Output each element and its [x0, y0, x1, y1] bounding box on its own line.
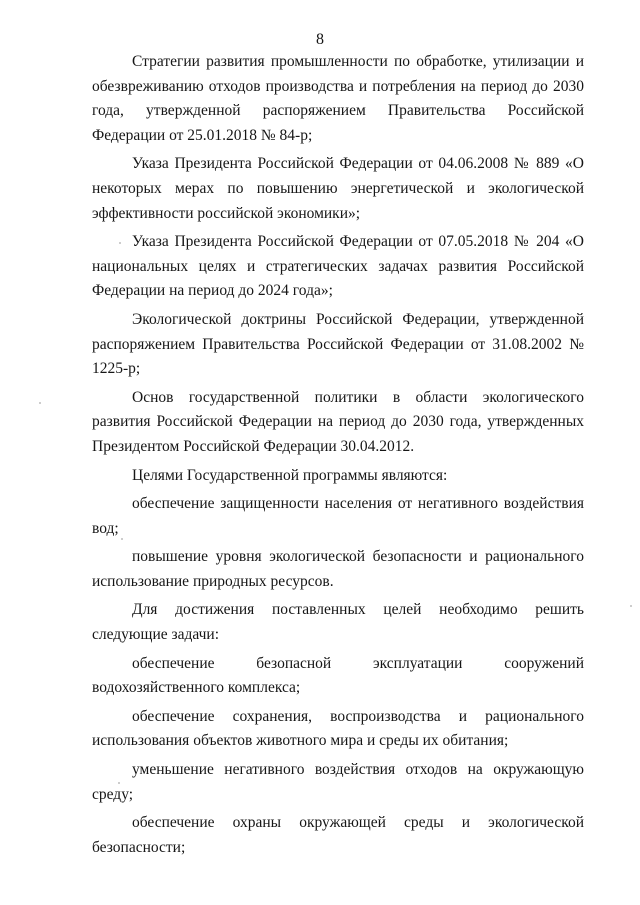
- paragraph-task-waste-impact: уменьшение негативного воздействия отходов на окружающую среду;: [92, 761, 584, 803]
- paragraph-strategy-waste: Стратегии развития промышленности по обработке, утилизации и обезвреживанию отходов производства и потребления на период до 2030 года, утвержденной распоряжением Правительства Российской Федерации от 25.01.2018 № 84-р;: [92, 53, 584, 144]
- page-number: 8: [316, 31, 324, 48]
- scan-speck: [121, 538, 123, 540]
- paragraph-ecological-doctrine: Экологической доктрины Российской Федерации, утвержденной распоряжением Правительства Российской Федерации от 31.08.2002 № 1225-р;: [92, 310, 584, 378]
- scan-speck: [118, 782, 120, 784]
- scan-speck: [119, 242, 121, 244]
- paragraph-task-water-facilities: обеспечение безопасной эксплуатации сооружений водохозяйственного комплекса;: [92, 654, 584, 697]
- paragraph-policy-basics: Основ государственной политики в области экологического развития Российской Федерации на период до 2030 года, утвержденных Президентом Российской Федерации 30.04.2012.: [92, 388, 584, 455]
- paragraph-tasks-heading: Для достижения поставленных целей необходимо решить следующие задачи:: [92, 601, 584, 644]
- paragraph-task-wildlife: обеспечение сохранения, воспроизводства и рационального использования объектов животного мира и среды их обитания;: [92, 707, 584, 750]
- paragraph-decree-889: Указа Президента Российской Федерации от 04.06.2008 № 889 «О некоторых мерах по повышению энергетической и экологической эффективности российской экономики»;: [92, 155, 584, 222]
- scan-speck: [39, 402, 41, 404]
- scan-speck: [630, 605, 632, 607]
- document-body: [92, 50, 584, 860]
- paragraph-goal-water-protection: обеспечение защищенности населения от негативного воздействия вод;: [92, 495, 584, 537]
- paragraph-goal-ecological-safety: повышение уровня экологической безопасности и рационального использование природных ресурсов.: [92, 548, 584, 590]
- paragraph-task-environment-protection: обеспечение охраны окружающей среды и экологической безопасности;: [92, 814, 584, 856]
- paragraph-decree-204: Указа Президента Российской Федерации от 07.05.2018 № 204 «О национальных целях и стратегических задачах развития Российской Федерации на период до 2024 года»;: [92, 233, 584, 300]
- paragraph-goals-heading: Целями Государственной программы являются:: [132, 466, 448, 484]
